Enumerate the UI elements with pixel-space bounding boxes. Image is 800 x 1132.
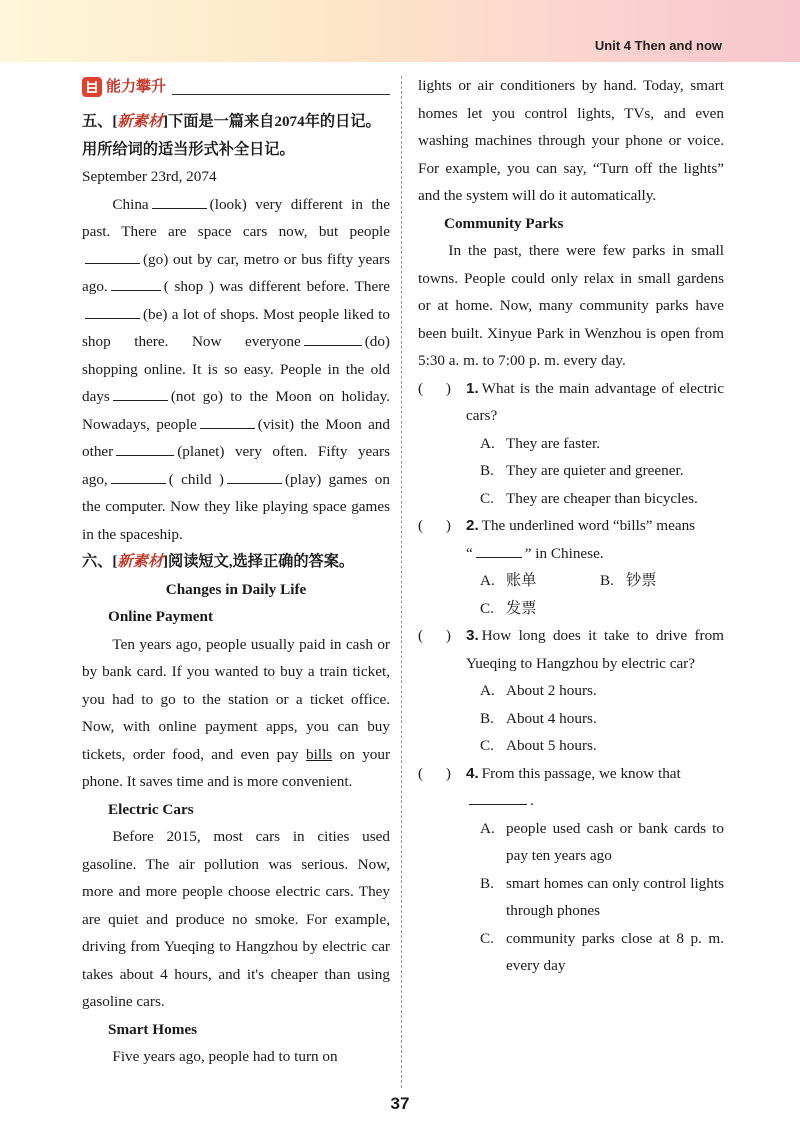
new-material-tag: 新素材 [117, 113, 163, 130]
option[interactable]: A. 账单 [480, 572, 537, 589]
option[interactable]: C. About 5 hours. [480, 737, 597, 754]
answer-blank[interactable] [111, 467, 166, 484]
answer-paren[interactable]: ( ) [418, 379, 451, 397]
ladder-icon [82, 77, 102, 97]
diary-date: September 23rd, 2074 [82, 168, 217, 185]
right-column [418, 72, 724, 980]
option[interactable]: A. About 2 hours. [480, 682, 597, 699]
answer-blank[interactable] [227, 467, 282, 484]
section-heading-electric-cars: Electric Cars [108, 800, 194, 818]
question-1: ( ) 1. What is the main advantage of electric cars? [418, 375, 724, 430]
question-number: 3. [466, 627, 479, 644]
diary-body: China (look) very different in the past. There are space cars now, but people(go) out by car, metro or bus fifty years ago. ( shop ) was different before. There(be) a lot of shops. Most people liked to shop there. Now everyone (do) shopping online. It is so easy. People in the old days (not go) to the Moon on holiday. Nowadays, people (visit) the Moon and other (planet) very often. Fifty years ago, ( child ) (play) games on the computer. Now they like playing space games in the spaceship. [82, 191, 390, 549]
unit-label: Unit 4 Then and now [594, 38, 722, 53]
question-number: 4. [466, 764, 479, 782]
paragraph-community-parks: In the past, there were few parks in small towns. People could only relax in small gardens or at home. Now, many community parks have been built. Xinyue Park in Wenzhou is open from 5:30 a. m. to 7:00 p. m. every day. [418, 242, 724, 369]
option[interactable]: B. About 4 hours. [480, 709, 597, 727]
answer-blank[interactable] [304, 329, 362, 346]
question-number: 1. [466, 379, 479, 397]
question-2: ( ) 2. The underlined word “bills” means “ ” in Chinese. [418, 512, 724, 567]
option[interactable]: B. smart homes can only control lights through phones [480, 874, 724, 919]
answer-blank[interactable] [116, 439, 174, 456]
section-heading-smart-homes: Smart Homes [108, 1020, 197, 1038]
answer-paren[interactable]: ( ) [418, 517, 451, 534]
article-title: Changes in Daily Life [165, 580, 307, 598]
option[interactable]: C. community parks close at 8 p. m. every day [480, 929, 724, 974]
paragraph-online-payment: Ten years ago, people usually paid in cash or by bank card. If you wanted to buy a train ticket, you had to go to the station or a ticket office. Now, with online payment apps, you can buy tickets, order food, and even pay bills on your phone. It saves time and is more convenient. [82, 635, 391, 790]
paragraph-smart-homes-start: Five years ago, people had to turn on [112, 1048, 338, 1065]
section-rule [172, 80, 390, 95]
answer-blank[interactable] [152, 192, 207, 209]
section-title: 能力攀升 [106, 78, 167, 96]
task6-instruction: 六、[新素材]阅读短文,选择正确的答案。 [82, 553, 355, 570]
answer-blank[interactable] [469, 788, 527, 805]
header-band [0, 0, 800, 62]
option[interactable]: A. people used cash or bank cards to pay ten years ago [480, 819, 724, 864]
question-4: ( ) 4. From this passage, we know that . [418, 760, 724, 815]
option[interactable]: A. They are faster. [480, 434, 601, 452]
section-heading-online-payment: Online Payment [108, 608, 214, 625]
question-3: ( ) 3. How long does it take to drive from Yueqing to Hangzhou by electric car? [418, 622, 724, 677]
option[interactable]: C. They are cheaper than bicycles. [480, 489, 698, 507]
answer-blank[interactable] [113, 384, 168, 401]
option-row [418, 567, 724, 595]
answer-blank[interactable] [476, 541, 522, 558]
option[interactable]: C. 发票 [480, 599, 537, 617]
answer-blank[interactable] [200, 412, 255, 429]
task5-instruction: 五、[新素材]下面是一篇来自2074年的日记。用所给词的适当形式补全日记。 [82, 113, 381, 158]
section-header [82, 72, 390, 102]
answer-blank[interactable] [111, 274, 161, 291]
answer-blank[interactable] [85, 302, 140, 319]
answer-paren[interactable]: ( ) [418, 764, 451, 782]
underlined-word: bills [306, 745, 333, 763]
option[interactable]: B. 钞票 [600, 572, 657, 589]
page-number: 37 [390, 1094, 410, 1113]
column-divider [401, 76, 402, 1088]
question-number: 2. [466, 517, 479, 534]
left-column [82, 72, 390, 1071]
section-heading-community-parks: Community Parks [444, 214, 564, 232]
answer-paren[interactable]: ( ) [418, 627, 451, 644]
answer-blank[interactable] [85, 247, 140, 264]
option[interactable]: B. They are quieter and greener. [480, 462, 684, 479]
paragraph-smart-homes-cont: lights or air conditioners by hand. Today, smart homes let you control lights, TVs, and even washing machines through your phone or voice. For example, you can say, “Turn off the lights” and the system will do it automatically. [418, 77, 724, 204]
new-material-tag: 新素材 [117, 553, 163, 570]
paragraph-electric-cars: Before 2015, most cars in cities used gasoline. The air pollution was serious. Now, more and more people choose electric cars. They are quiet and produce no smoke. For example, driving from Yueqing to Hangzhou by electric car takes about 4 hours, and it's cheaper than using gasoline cars. [82, 828, 390, 1010]
